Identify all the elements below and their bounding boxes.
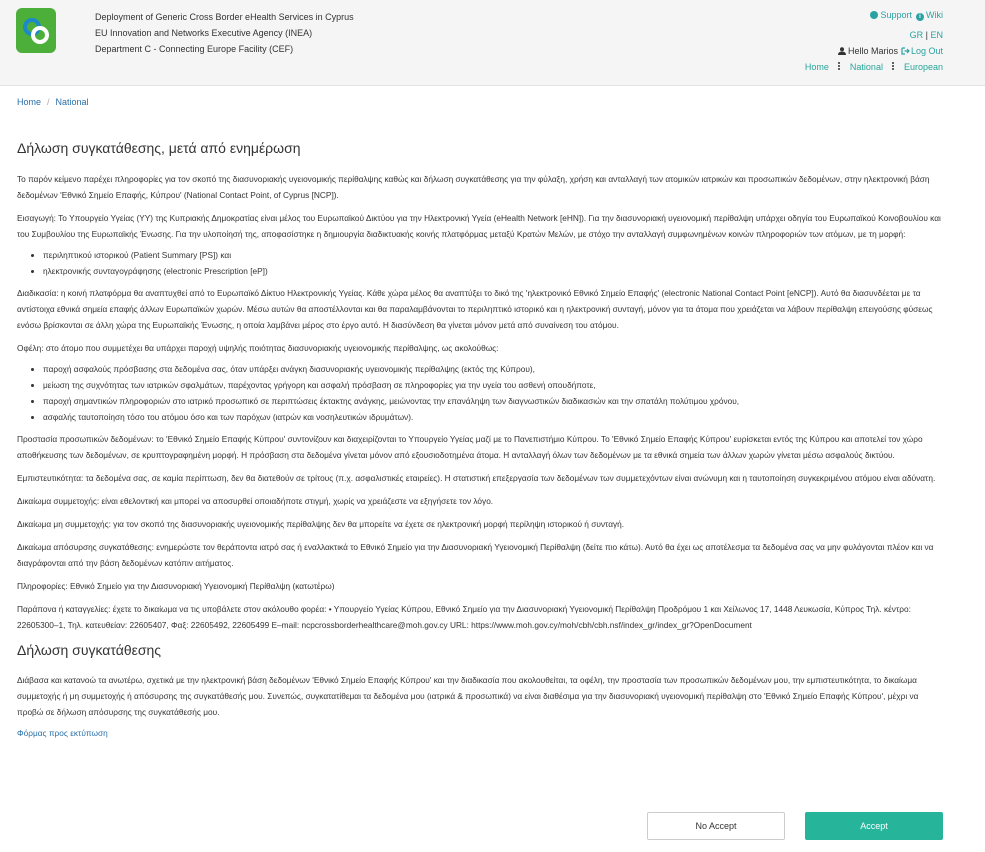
list-item: • ηλεκτρονικής συνταγογράφησης (electronic Prescription [eP]) (43, 263, 945, 279)
introduction-paragraph: Εισαγωγή: Το Υπουργείο Υγείας (ΥΥ) της Κυπριακής Δημοκρατίας είναι μέλος του Ευρωπαϊκού Δικτύου για την Ηλεκτρονική Υγεία (eHealth Network [eHN]). Για την διασυνοριακή υγειονομική περίθαλψη υπάρχει οδηγία του Ευρωπαϊκού Κοινοβουλίου και του Συμβουλίου της Ευρωπαϊκής Ένωσης. Για την υλοποίησή της, αποφασίστηκε η δημιουργία διαδικτυακής κοινής πλατφόρμας μεταξύ Κρατών Μελών, με στόχο την ανταλλαγή συμφωνημένων κοινών πληροφοριών των ατόμων, με τη μορφή: (17, 213, 941, 239)
top-header (0, 0, 985, 86)
non-participation-paragraph: Δικαίωμα μη συμμετοχής: για τον σκοπό της διασυνοριακής υγειονομικής περίθαλψης δεν θα μπορείτε να έχετε σε ηλεκτρονική μορφή περίληψη ιστορικού ή συνταγή. (17, 519, 625, 529)
user-greeting: Hello Marios (847, 46, 898, 56)
participation-paragraph: Δικαίωμα συμμετοχής: είναι εθελοντική και μπορεί να αποσυρθεί οποιαδήποτε στιγμή, χωρίς να χρειάζεστε να εξηγήσετε τον λόγο. (17, 496, 494, 506)
list-item: • παροχή ασφαλούς πρόσβασης στα δεδομένα σας, όταν υπάρξει ανάγκη διασυνοριακής υγειονομικής περίθαλψης (εκτός της Κύπρου), (43, 361, 945, 377)
consent-title: Δήλωση συγκατάθεσης (17, 642, 162, 658)
consent-statement: Διάβασα και κατανοώ τα ανωτέρω, σχετικά με την ηλεκτρονική βάση δεδομένων 'Εθνικό Σημείο Επαφής Κύπρου' και την διαδικασία που ακολουθείται, τα οφέλη, την προστασία των προσωπικών δεδομένων μου, την εμπιστευτικότητα, το δικαίωμα συμμετοχής ή μη συμμετοχής ή απόσυρσης της συγκατάθεσής μου. Συνεπώς, συγκατατίθεμαι τα δεδομένα μου (ιατρικά & προσωπικά) να είναι διαθέσιμα για την διασυνοριακή υγειονομική περίθαλψη στο 'Εθνικό Σημείο Επαφής Κύπρου', μέχρι να προβώ σε δήλωση απόσυρσης της συγκατάθεσής μου. (17, 675, 919, 717)
list-item: • παροχή σημαντικών πληροφοριών στο ιατρικό προσωπικό σε περιπτώσεις έκτακτης ανάγκης, μειώνοντας την επανάληψη των διαγνωστικών διαδικασιών και την σπατάλη πολύτιμου χρόνου, (43, 393, 945, 409)
header-titles (95, 9, 354, 57)
nav-separator-icon (892, 61, 895, 71)
logout-link[interactable]: Log Out (910, 46, 943, 56)
lang-gr-link[interactable]: GR (909, 30, 924, 40)
withdrawal-paragraph: Δικαίωμα απόσυρσης συγκατάθεσης: ενημερώστε τον θεράποντα ιατρό σας ή εναλλακτικά το Εθνικό Σημείο για την Διασυνοριακή Υγειονομική Περίθαλψη (δείτε πιο κάτω). Αυτό θα έχει ως αποτέλεσμα τα δεδομένα σας να μην φυλάγονται πλέον και να διαγράφονται από την βάση δεδομένων κατόπιν αιτήματος. (17, 542, 934, 568)
no-accept-button[interactable]: No Accept (647, 812, 785, 840)
confidentiality-paragraph: Εμπιστευτικότητα: τα δεδομένα σας, σε καμία περίπτωση, δεν θα διατεθούν σε τρίτους (π.χ. ασφαλιστικές εταιρείες). Η στατιστική επεξεργασία των δεδομένων των συμμετεχόντων είναι ανώνυμη και η ταυτοποίηση συγκεκριμένου ατόμου είναι αδύνατη. (17, 473, 936, 483)
support-link[interactable]: Support (880, 10, 912, 20)
logo[interactable] (16, 8, 56, 53)
nav-separator-icon (838, 61, 841, 71)
consent-content (17, 138, 945, 739)
data-protection-paragraph: Προστασία προσωπικών δεδομένων: το 'Εθνικό Σημείο Επαφής Κύπρου' συντονίζουν και διαχειρίζονται το Υπουργείο Υγείας μαζί με το Πανεπιστήμιο Κύπρου. Το 'Εθνικό Σημείο Επαφής Κύπρου' ευρίσκεται εντός της Κύπρου και αποτελεί τον χώρο αποθήκευσης των δεδομένων, σε κρυπτογραφημένη μορφή. Η πρόσβαση στα δεδομένα γίνεται μόνον από εξουσιοδοτημένα άτομα. Η ανταλλαγή όλων των δεδομένων με τα εθνικά σημεία των άλλων χωρών γίνεται μέσω ασφαλούς δικτύου. (17, 434, 923, 460)
process-paragraph: Διαδικασία: η κοινή πλατφόρμα θα αναπτυχθεί από το Ευρωπαϊκό Δίκτυο Ηλεκτρονικής Υγείας. Κάθε χώρα μέλος θα αναπτύξει το δικό της 'ηλεκτρονικό Εθνικό Σημείο Επαφής' (electronic National Contact Point [eNCP]). Αυτό θα διασυνδέεται με τα αντίστοιχα εθνικά σημεία επαφής άλλων Ευρωπαϊκών χωρών. Μέσω αυτών θα αποστέλλονται και θα παραλαμβάνονται το περιληπτικό ιστορικό και η ηλεκτρονική συνταγή, μόνον για τα άτομα που χρειάζεται να λάβουν περίθαλψη επειγούσης φύσεως ενόσω βρίσκονται σε άλλη χώρα της Ευρωπαϊκής Ένωσης, η οποία λαμβάνει μέρος στο έργο αυτό. Η διασύνδεση θα γίνεται μόνον μετά από συναίνεση του ατόμου. (17, 288, 933, 330)
nav-national[interactable]: National (849, 62, 883, 72)
nav-home[interactable]: Home (804, 62, 829, 72)
list-item: • μείωση της συχνότητας των ιατρικών σφαλμάτων, παρέχοντας γρήγορη και ασφαλή πρόσβαση σε πληροφορίες για την υγεία του ασθενή οπουδήποτε, (43, 377, 945, 393)
header-utility (805, 7, 943, 75)
accept-button[interactable]: Accept (805, 812, 943, 840)
lang-en-link[interactable]: EN (930, 30, 943, 40)
information-paragraph: Πληροφορίες: Εθνικό Σημείο για την Διασυνοριακή Υγειονομική Περίθαλψη (κατωτέρω) (17, 581, 335, 591)
gear-icon (870, 11, 878, 19)
benefits-list (17, 361, 945, 425)
chain-logo-icon (21, 16, 51, 46)
page-title: Δήλωση συγκατάθεσης, μετά από ενημέρωση (17, 140, 301, 156)
header-line-1: Deployment of Generic Cross Border eHealth Services in Cyprus (95, 12, 354, 22)
benefits-paragraph: Οφέλη: στο άτομο που συμμετέχει θα υπάρχει παροχή υψηλής ποιότητας διασυνοριακής υγειονομικής περίθαλψης, ως ακολούθως: (17, 343, 499, 353)
list-item: • περιληπτικού ιστορικού (Patient Summary [PS]) και (43, 247, 945, 263)
forms-list (17, 247, 945, 279)
info-icon: i (916, 13, 924, 21)
intro-paragraph: Το παρόν κείμενο παρέχει πληροφορίες για τον σκοπό της διασυνοριακής υγειονομικής περίθαλψης καθώς και δήλωση συγκατάθεσης για την φύλαξη, χρήση και ανταλλαγή των ατομικών ιατρικών και προσωπικών δεδομένων, στην ηλεκτρονική βάση δεδομένων 'Εθνικό Σημείο Επαφής, Κύπρου' (National Contact Point, of Cyprus [NCP]). (17, 174, 930, 200)
nav-european[interactable]: European (903, 62, 943, 72)
header-line-2: EU Innovation and Networks Executive Agency (INEA) (95, 28, 313, 38)
breadcrumb-separator: / (47, 97, 50, 107)
print-form-link[interactable]: Φόρμας προς εκτύπωση (17, 728, 108, 738)
breadcrumb (17, 96, 89, 110)
list-item: • ασφαλής ταυτοποίηση τόσο του ατόμου όσο και των παρόχων (ιατρών και νοσηλευτικών ιδρυμάτων). (43, 409, 945, 425)
header-line-3: Department C - Connecting Europe Facility (CEF) (95, 44, 294, 54)
wiki-link[interactable]: Wiki (926, 10, 943, 20)
breadcrumb-current[interactable]: National (55, 97, 89, 107)
lang-separator: | (925, 30, 928, 40)
breadcrumb-home[interactable]: Home (17, 97, 42, 107)
user-icon (838, 47, 846, 55)
complaints-paragraph: Παράπονα ή καταγγελίες: έχετε το δικαίωμα να τις υποβάλετε στον ακόλουθο φορέα: • Υπουργείο Υγείας Κύπρου, Εθνικό Σημείο για την Διασυνοριακή Υγειονομική Περίθαλψη Προδρόμου 1 και Χείλωνος 17, 1448 Λευκωσία, Κύπρος Τηλ. κέντρο: 22605300–1, Τηλ. κατευθείαν: 22605407, Φαξ: 22605492, 22605499 E–mail: ncpcrossborderhealthcare@moh.gov.cy URL: https://www.moh.gov.cy/moh/cbh/cbh.nsf/index_gr/index_gr?OpenDocument (17, 604, 911, 630)
logout-icon (901, 47, 910, 55)
